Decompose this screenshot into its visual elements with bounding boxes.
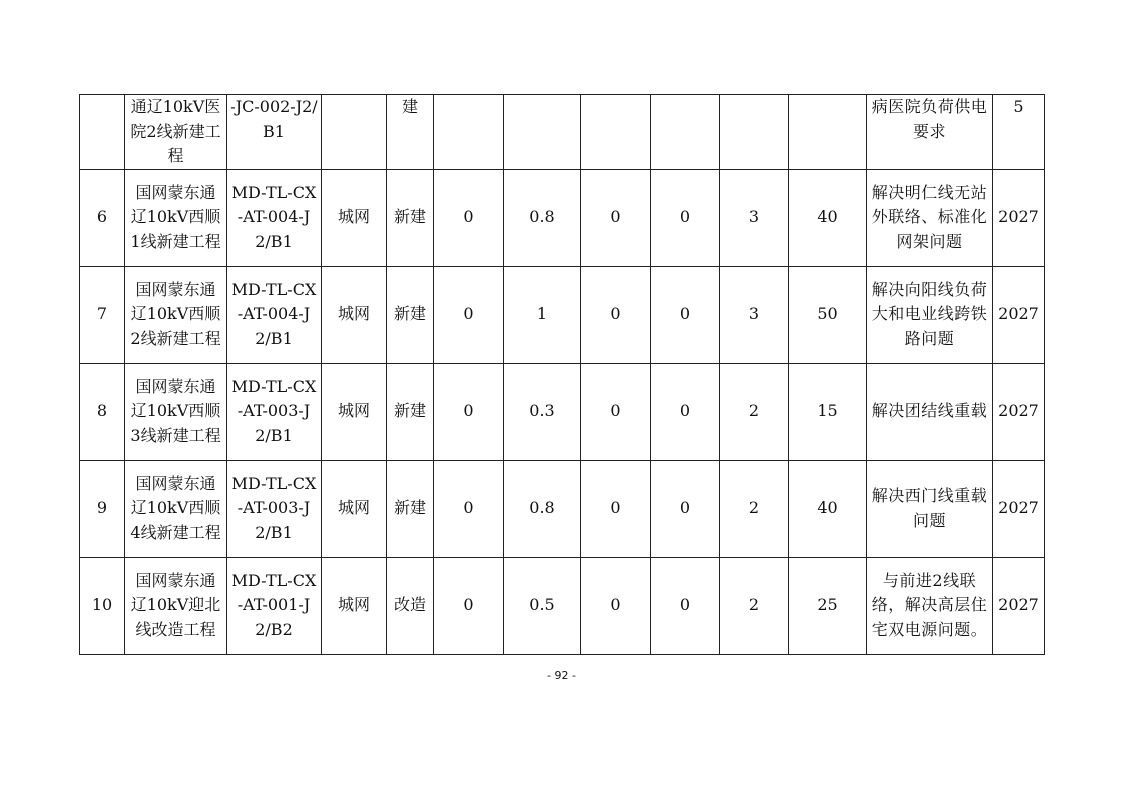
cell-project-code: MD-TL-CX-AT-004-J2/B1 [227,266,322,363]
table-row [80,363,1045,460]
cell-value-5: 3 [720,169,789,266]
cell-no [80,95,125,170]
cell-no: 6 [80,169,125,266]
cell-value-3: 0 [581,557,651,654]
cell-project-name: 通辽10kV医院2线新建工程 [125,95,227,170]
cell-area: 城网 [322,266,387,363]
cell-area: 城网 [322,557,387,654]
cell-value-3: 0 [581,266,651,363]
cell-type: 改造 [387,557,434,654]
cell-year: 2027 [993,363,1045,460]
cell-no: 9 [80,460,125,557]
cell-year: 2027 [993,460,1045,557]
cell-area [322,95,387,170]
cell-purpose: 解决向阳线负荷大和电业线跨铁路问题 [867,266,993,363]
cell-value-6: 40 [789,169,867,266]
cell-value-1: 0 [434,557,504,654]
cell-value-4: 0 [651,169,720,266]
cell-purpose: 解决明仁线无站外联络、标准化网架问题 [867,169,993,266]
cell-year: 5 [993,95,1045,170]
cell-value-4 [651,95,720,170]
cell-value-2: 0.5 [504,557,581,654]
cell-value-1: 0 [434,169,504,266]
cell-type: 新建 [387,460,434,557]
cell-no: 8 [80,363,125,460]
cell-value-2: 1 [504,266,581,363]
cell-year: 2027 [993,266,1045,363]
cell-project-name: 国网蒙东通辽10kV迎北线改造工程 [125,557,227,654]
table-row [80,460,1045,557]
cell-value-6: 50 [789,266,867,363]
cell-value-4: 0 [651,363,720,460]
cell-value-3: 0 [581,460,651,557]
cell-value-4: 0 [651,460,720,557]
cell-value-6: 25 [789,557,867,654]
cell-project-code: MD-TL-CX-AT-001-J2/B2 [227,557,322,654]
table-row [80,266,1045,363]
cell-project-name: 国网蒙东通辽10kV西顺2线新建工程 [125,266,227,363]
cell-value-5: 2 [720,460,789,557]
cell-value-2: 0.3 [504,363,581,460]
cell-project-name: 国网蒙东通辽10kV西顺4线新建工程 [125,460,227,557]
cell-project-code: MD-TL-CX-AT-003-J2/B1 [227,363,322,460]
cell-value-6: 15 [789,363,867,460]
cell-year: 2027 [993,169,1045,266]
cell-value-6 [789,95,867,170]
cell-project-code: MD-TL-CX-AT-004-J2/B1 [227,169,322,266]
cell-value-5: 2 [720,557,789,654]
cell-value-1: 0 [434,266,504,363]
cell-project-name: 国网蒙东通辽10kV西顺1线新建工程 [125,169,227,266]
cell-value-3: 0 [581,169,651,266]
cell-value-2 [504,95,581,170]
table-row [80,95,1045,170]
page-number: - 92 - [547,669,576,682]
cell-value-4: 0 [651,557,720,654]
cell-type: 新建 [387,363,434,460]
cell-type: 建 [387,95,434,170]
cell-project-code: -JC-002-J2/B1 [227,95,322,170]
cell-area: 城网 [322,169,387,266]
cell-year: 2027 [993,557,1045,654]
cell-value-1: 0 [434,363,504,460]
cell-no: 10 [80,557,125,654]
cell-project-name: 国网蒙东通辽10kV西顺3线新建工程 [125,363,227,460]
cell-purpose: 解决团结线重载 [867,363,993,460]
table-row [80,169,1045,266]
project-table [79,94,1045,655]
cell-value-5 [720,95,789,170]
cell-value-1: 0 [434,460,504,557]
cell-type: 新建 [387,266,434,363]
cell-no: 7 [80,266,125,363]
cell-value-3 [581,95,651,170]
cell-value-3: 0 [581,363,651,460]
cell-value-4: 0 [651,266,720,363]
cell-purpose: 与前进2线联络，解决高层住宅双电源问题。 [867,557,993,654]
cell-value-5: 2 [720,363,789,460]
cell-area: 城网 [322,460,387,557]
cell-type: 新建 [387,169,434,266]
cell-area: 城网 [322,363,387,460]
cell-project-code: MD-TL-CX-AT-003-J2/B1 [227,460,322,557]
cell-value-5: 3 [720,266,789,363]
cell-purpose: 病医院负荷供电要求 [867,95,993,170]
cell-value-2: 0.8 [504,169,581,266]
cell-value-1 [434,95,504,170]
cell-value-2: 0.8 [504,460,581,557]
table-row [80,557,1045,654]
cell-purpose: 解决西门线重载问题 [867,460,993,557]
cell-value-6: 40 [789,460,867,557]
